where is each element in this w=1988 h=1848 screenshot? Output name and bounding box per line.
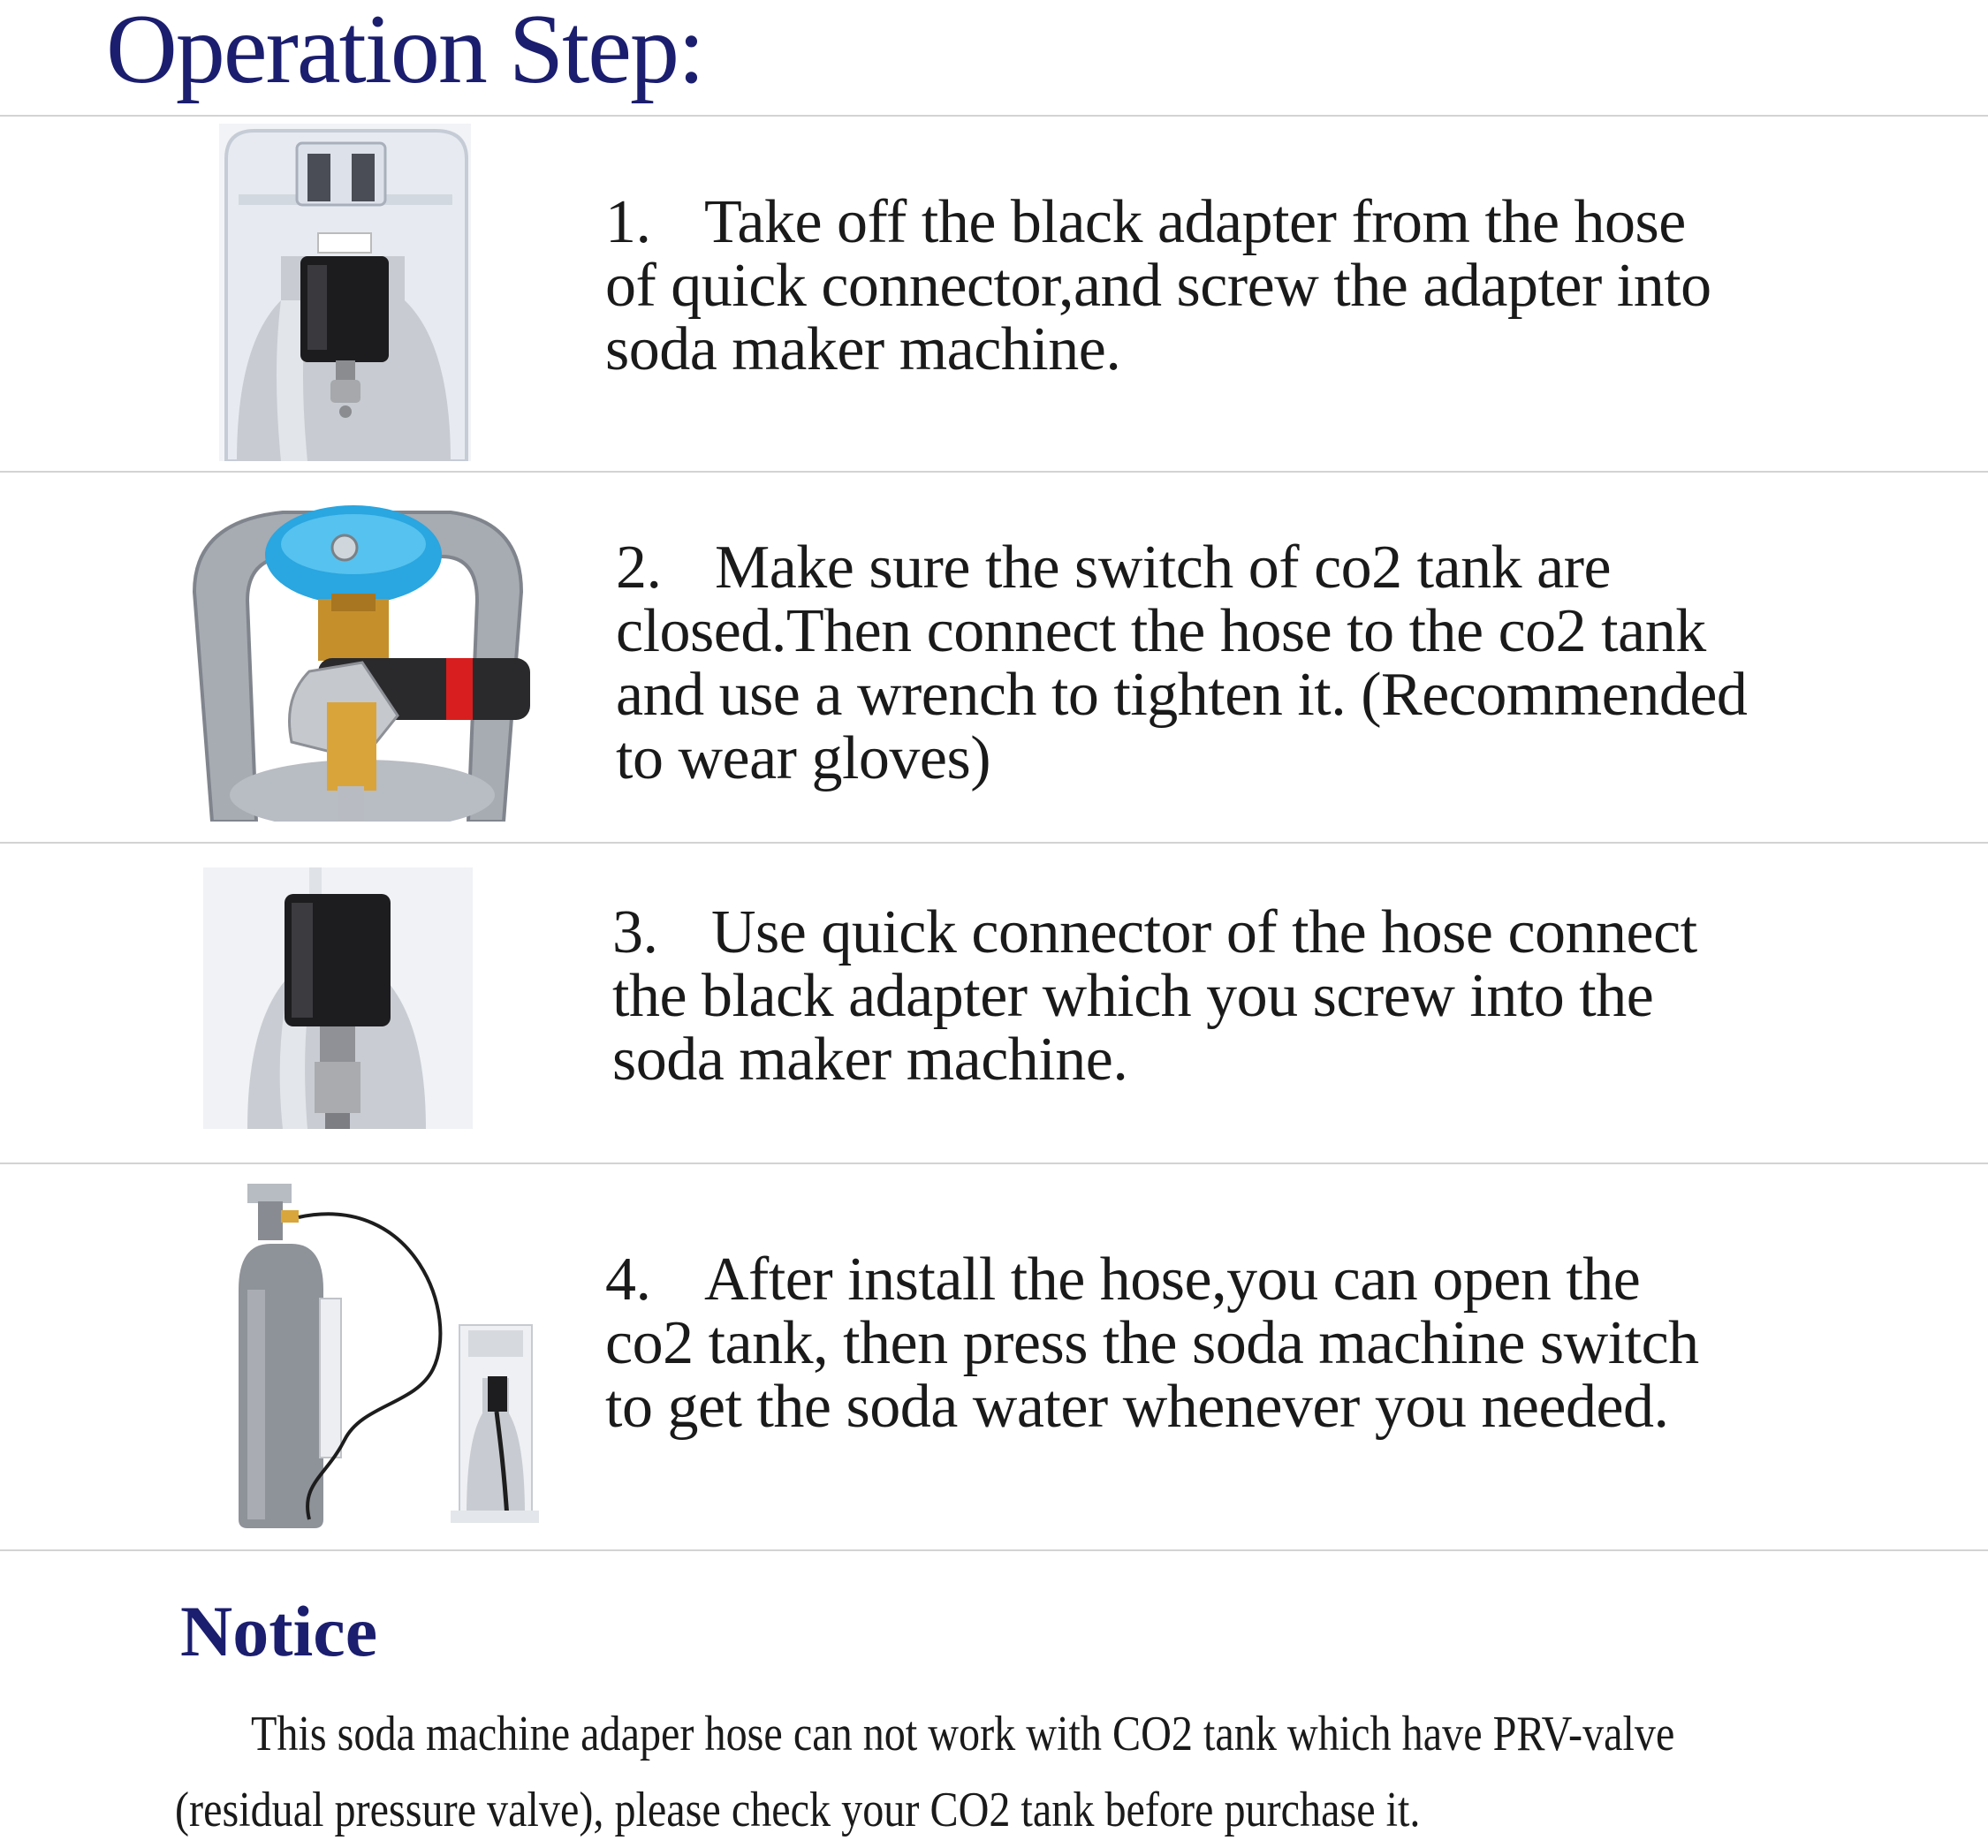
step-number: 2. [616, 534, 662, 602]
quick-connector-image [203, 867, 473, 1129]
step-1-text: 1. Take off the black adapter from the hose of quick connector,and screw the adapter into soda maker machine. [605, 188, 1711, 383]
notice-body: This soda machine adaper hose can not work with CO2 tank which have PRV-valve (residual pressure valve), please check your CO2 tank before purchase it. [175, 1707, 1675, 1837]
step-3-text: 3. Use quick connector of the hose connect the black adapter which you screw into the soda maker machine. [612, 898, 1697, 1094]
step-number: 1. [605, 188, 651, 256]
page-title: Operation Step: [106, 0, 704, 104]
tank-and-machine-image [239, 1175, 548, 1528]
divider [0, 842, 1988, 844]
step-4-text: 4. After install the hose,you can open the co2 tank, then press the soda machine switch to get the soda water whenever you needed. [605, 1246, 1699, 1441]
co2-tank-wrench-image [186, 495, 530, 822]
step-number: 3. [612, 898, 658, 966]
notice-title: Notice [180, 1591, 378, 1671]
divider [0, 471, 1988, 473]
soda-maker-adapter-image [219, 124, 471, 461]
divider [0, 115, 1988, 117]
step-2-text: 2. Make sure the switch of co2 tank are closed.Then connect the hose to the co2 tank and use a wrench to tighten it. (Recommended to wear gloves) [616, 534, 1748, 792]
divider [0, 1163, 1988, 1164]
step-number: 4. [605, 1246, 651, 1314]
divider [0, 1549, 1988, 1551]
